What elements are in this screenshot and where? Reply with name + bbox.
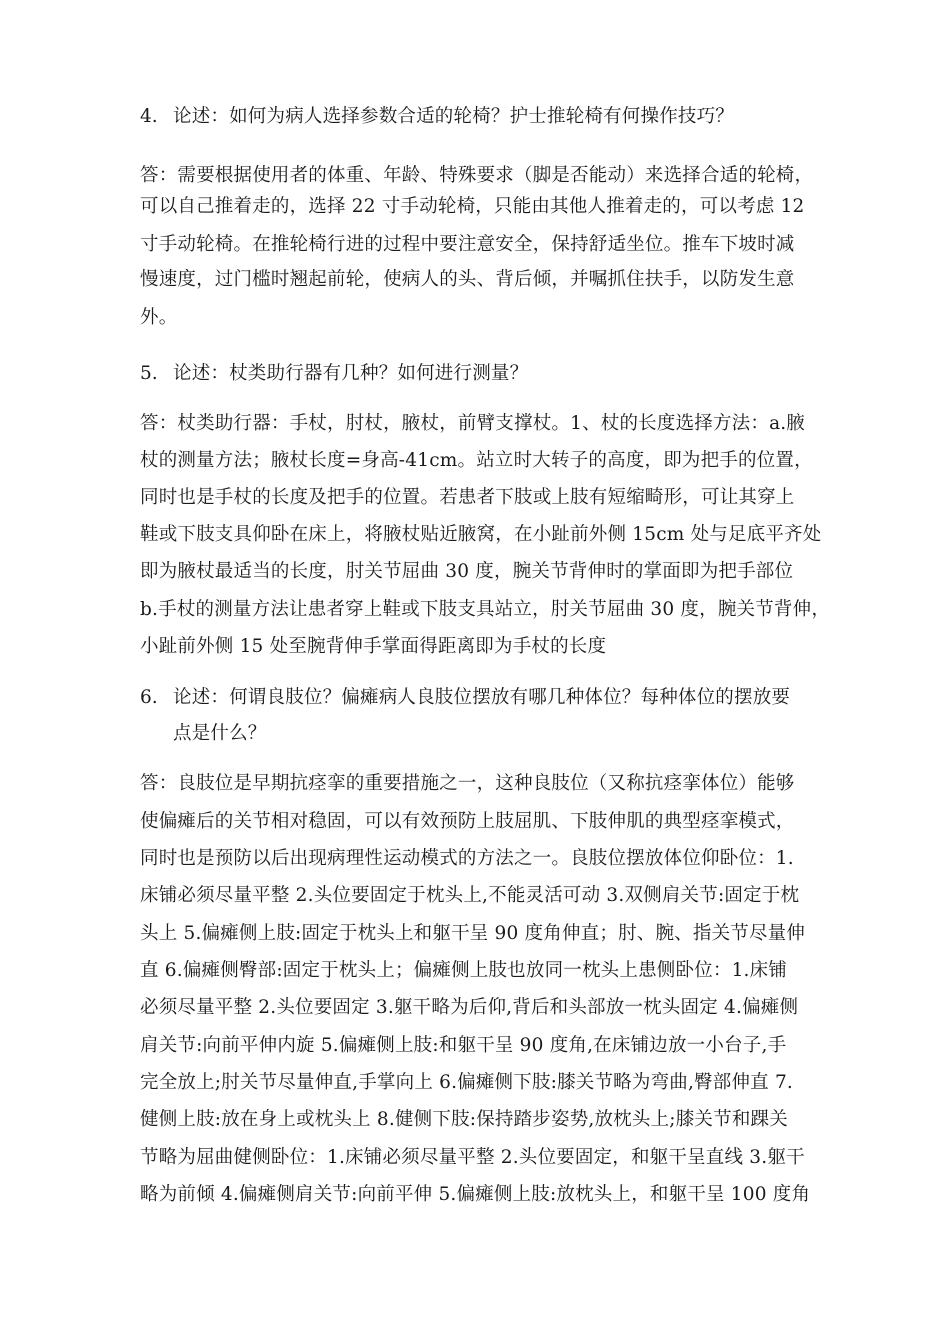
answer-line: 杖的测量方法；腋杖长度=身高-41cm。站立时大转子的高度，即为把手的位置， bbox=[140, 450, 813, 471]
answer-line: 鞋或下肢支具仰卧在床上，将腋杖贴近腋窝，在小趾前外侧 15cm 处与足底平齐处 bbox=[140, 524, 822, 545]
answer-line: 肩关节:向前平伸内旋 5.偏瘫侧上肢:和躯干呈 90 度角,在床铺边放一小台子,手 bbox=[140, 1035, 787, 1056]
answer-line: 直 6.偏瘫侧臀部:固定于枕头上；偏瘫侧上肢也放同一枕头上患侧卧位：1.床铺 bbox=[140, 960, 788, 981]
answer-line: 可以自己推着走的，选择 22 寸手动轮椅，只能由其他人推着走的，可以考虑 12 bbox=[140, 196, 805, 217]
answer-line: 节略为屈曲健侧卧位：1.床铺必须尽量平整 2.头位要固定，和躯干呈直线 3.躯干 bbox=[140, 1147, 805, 1168]
answer-line: 即为腋杖最适当的长度，肘关节屈曲 30 度，腕关节背伸时的掌面即为把手部位 bbox=[140, 561, 794, 582]
question-text: 论述：杖类助行器有几种？如何进行测量？ bbox=[173, 363, 529, 384]
answer-line: 寸手动轮椅。在推轮椅行进的过程中要注意安全，保持舒适坐位。推车下坡时减 bbox=[140, 234, 795, 255]
answer-line: 健侧上肢:放在身上或枕头上 8.健侧下肢:保持踏步姿势,放枕头上;膝关节和踝关 bbox=[140, 1109, 788, 1130]
question-text: 论述：何谓良肢位？偏瘫病人良肢位摆放有哪几种体位？每种体位的摆放要 bbox=[173, 687, 791, 708]
answer-line: 同时也是预防以后出现病理性运动模式的方法之一。良肢位摆放体位仰卧位：1. bbox=[140, 848, 794, 869]
answer-line: 床铺必须尽量平整 2.头位要固定于枕头上,不能灵活可动 3.双侧肩关节:固定于枕 bbox=[140, 885, 800, 906]
answer-line: 答：良肢位是早期抗痉挛的重要措施之一，这种良肢位（又称抗痉挛体位）能够 bbox=[140, 773, 795, 794]
answer-line: 使偏瘫后的关节相对稳固，可以有效预防上肢屈肌、下肢伸肌的典型痉挛模式， bbox=[140, 811, 795, 832]
question-text: 点是什么？ bbox=[173, 723, 267, 744]
answer-line: 头上 5.偏瘫侧上肢:固定于枕头上和躯干呈 90 度角伸直；肘、腕、指关节尽量伸 bbox=[140, 923, 806, 944]
question-text: 论述：如何为病人选择参数合适的轮椅？护士推轮椅有何操作技巧？ bbox=[173, 106, 735, 127]
question-number: 4. bbox=[140, 106, 158, 127]
answer-line: 同时也是手杖的长度及把手的位置。若患者下肢或上肢有短缩畸形，可让其穿上 bbox=[140, 487, 795, 508]
answer-line: 慢速度，过门槛时翘起前轮，使病人的头、背后倾，并嘱抓住扶手，以防发生意 bbox=[140, 269, 795, 290]
answer-line: b.手杖的测量方法让患者穿上鞋或下肢支具站立，肘关节屈曲 30 度，腕关节背伸， bbox=[140, 599, 831, 620]
answer-line: 答：需要根据使用者的体重、年龄、特殊要求（脚是否能动）来选择合适的轮椅， bbox=[140, 165, 814, 186]
answer-line: 小趾前外侧 15 处至腕背伸手掌面得距离即为手杖的长度 bbox=[140, 636, 607, 657]
answer-line: 略为前倾 4.偏瘫侧肩关节:向前平伸 5.偏瘫侧上肢:放枕头上，和躯干呈 100 度角 bbox=[140, 1184, 811, 1205]
question-number: 6. bbox=[140, 687, 158, 708]
answer-line: 答：杖类助行器：手杖，肘杖，腋杖，前臂支撑杖。1、杖的长度选择方法：a.腋 bbox=[140, 413, 806, 434]
question-number: 5. bbox=[140, 363, 158, 384]
answer-line: 完全放上;肘关节尽量伸直,手掌向上 6.偏瘫侧下肢:膝关节略为弯曲,臀部伸直 7. bbox=[140, 1072, 793, 1093]
answer-line: 外。 bbox=[140, 307, 178, 328]
answer-line: 必须尽量平整 2.头位要固定 3.躯干略为后仰,背后和头部放一枕头固定 4.偏瘫侧 bbox=[140, 997, 799, 1018]
